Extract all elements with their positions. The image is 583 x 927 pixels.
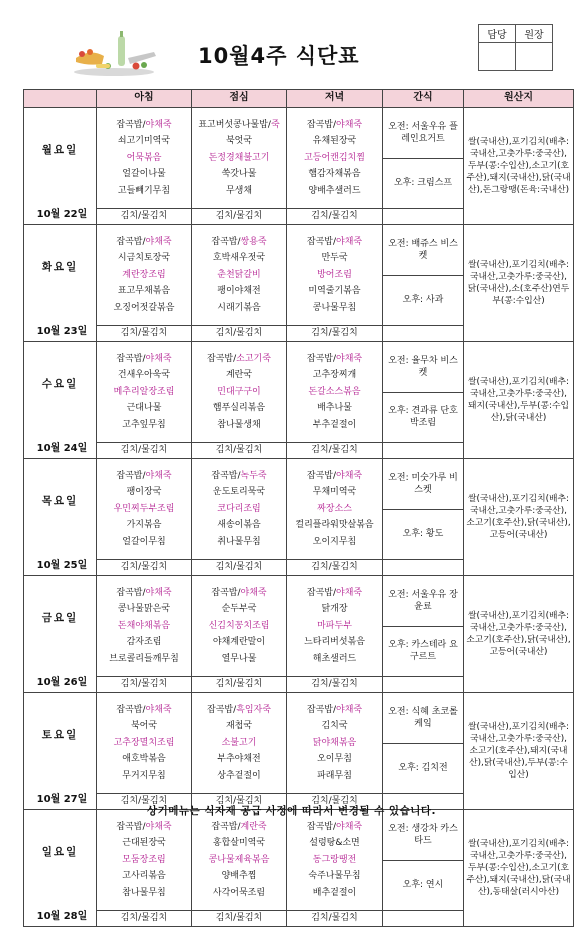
dinner-cell [287, 225, 383, 326]
porridge-text: 야채죽 [336, 119, 363, 130]
porridge-text: 야채죽 [336, 704, 363, 715]
afternoon-snack: 오후: 카스테라 요구르트 [388, 640, 458, 663]
morning-snack: 오전: 서울우유 플레인요거트 [388, 121, 458, 144]
menu-item: 컬리플라워맛살볶음 [295, 520, 374, 531]
porridge-text: 야채죽 [145, 821, 172, 832]
rice-porridge-item [287, 468, 382, 485]
porridge-text: 야채죽 [336, 236, 363, 247]
dinner-cell [287, 459, 383, 560]
rice-text: 잡곡밥/ [116, 236, 146, 247]
day-row [24, 108, 574, 209]
breakfast-cell [97, 576, 192, 677]
porridge-text: 야채죽 [145, 587, 172, 598]
main-dish-item: 민대구구이 [217, 386, 261, 397]
menu-item: 만두국 [321, 253, 348, 264]
porridge-text: 흑임자죽 [236, 704, 271, 715]
main-dish-item: 계란장조림 [122, 269, 166, 280]
kimchi-item: 김치/물김치 [192, 209, 287, 225]
origin-cell: 쌀(국내산),포기김치(배추:국내산,고춧가루:중국산),두부(콩:수입산),소고기(호주산),돼지(국내산),닭(국내산),돈그랑땡(돈육:국내산) [464, 108, 574, 225]
snack-cell [383, 693, 464, 794]
menu-item: 호박새우젓국 [212, 253, 266, 264]
kimchi-item: 김치/물김치 [192, 794, 287, 810]
rice-porridge-item [192, 468, 286, 485]
rice-text: 잡곡밥/ [116, 587, 146, 598]
main-dish-item: 마파두부 [317, 620, 352, 631]
morning-snack: 오전: 식혜 초코롤케잌 [388, 706, 458, 729]
menu-item: 상추겉절이 [217, 770, 261, 781]
day-name: 일요일 [41, 846, 79, 858]
lunch-cell [192, 225, 287, 326]
menu-item: 느타리버섯볶음 [304, 637, 365, 648]
main-dish-item: 모둠장조림 [122, 854, 166, 865]
porridge-text: 야채죽 [145, 470, 172, 481]
rice-text: 잡곡밥/ [211, 470, 241, 481]
dinner-header: 저녁 [287, 90, 383, 108]
rice-text: 잡곡밥/ [116, 119, 146, 130]
main-dish-item: 메추리알장조림 [113, 386, 175, 397]
day-name: 화요일 [41, 261, 79, 273]
morning-snack: 오전: 배쥬스 비스켓 [388, 238, 458, 261]
main-dish-item: 춘천닭갈비 [217, 269, 261, 280]
origin-cell: 쌀(국내산),포기김치(배추:국내산,고춧가루:중국산),소고기(호주산),닭(국내산),고등어(국내산) [464, 576, 574, 693]
rice-porridge-item [287, 702, 382, 719]
dinner-cell [287, 693, 383, 794]
rice-text: 잡곡밥/ [116, 470, 146, 481]
morning-snack: 오전: 생강차 카스타드 [388, 823, 458, 846]
snack-blank-cell [383, 326, 464, 342]
rice-text: 잡곡밥/ [306, 587, 337, 598]
kimchi-item: 김치/물김치 [97, 794, 192, 810]
rice-porridge-item [97, 234, 191, 251]
menu-table [23, 89, 574, 927]
day-date: 10월 23일 [36, 325, 88, 337]
rice-porridge-item [97, 819, 191, 836]
menu-item: 새송이볶음 [217, 520, 261, 531]
day-cell [24, 693, 97, 810]
kimchi-item: 김치/물김치 [97, 560, 192, 576]
day-row [24, 342, 574, 443]
menu-item: 무생채 [225, 185, 253, 196]
lunch-cell [192, 810, 287, 911]
snack-cell [383, 459, 464, 560]
menu-item: 닭개장 [321, 604, 348, 615]
menu-item: 배추겉절이 [312, 887, 357, 898]
day-row [24, 810, 574, 911]
breakfast-cell [97, 342, 192, 443]
porridge-text: 야채죽 [145, 236, 172, 247]
rice-text: 잡곡밥/ [306, 236, 337, 247]
porridge-text: 쌍용죽 [240, 236, 267, 247]
lunch-header: 점심 [192, 90, 287, 108]
origin-cell: 쌀(국내산),포기김치(배추:국내산,고춧가루:중국산),소고기(호주산),닭(국내산),고등어(국내산) [464, 459, 574, 576]
snack-cell [383, 342, 464, 443]
main-dish-item: 짜장소스 [317, 503, 352, 514]
kimchi-item: 김치/물김치 [192, 911, 287, 927]
day-cell [24, 342, 97, 459]
dinner-cell [287, 576, 383, 677]
porridge-text: 야채죽 [145, 119, 172, 130]
menu-item: 재첩국 [225, 721, 253, 732]
dinner-cell [287, 810, 383, 911]
afternoon-snack: 오후: 견과류 단호박조림 [388, 406, 458, 429]
kimchi-item: 김치/물김치 [287, 443, 383, 459]
rice-text: 잡곡밥/ [207, 704, 237, 715]
menu-item: 취나물무침 [217, 536, 261, 547]
menu-item: 가지볶음 [126, 520, 162, 531]
origin-cell: 쌀(국내산),포기김치(배추:국내산,고춧가루:중국산),돼지(국내산),두부(콩:수입산),닭(국내산) [464, 342, 574, 459]
snack-cell [383, 225, 464, 326]
rice-text: 잡곡밥/ [211, 821, 241, 832]
morning-snack: 오전: 율무차 비스켓 [388, 355, 458, 378]
breakfast-cell [97, 108, 192, 209]
afternoon-snack: 오후: 연시 [402, 880, 444, 891]
main-dish-item: 콩나물제육볶음 [208, 854, 270, 865]
afternoon-snack: 오후: 사과 [402, 295, 444, 306]
main-dish-item: 고등어캔김치찜 [304, 152, 365, 163]
rice-porridge-item [192, 585, 286, 602]
kimchi-item: 김치/물김치 [192, 677, 287, 693]
kimchi-item: 김치/물김치 [97, 326, 192, 342]
breakfast-cell [97, 225, 192, 326]
breakfast-cell [97, 810, 192, 911]
menu-item: 고추잎무침 [122, 419, 166, 430]
menu-item: 건새우아욱국 [117, 370, 171, 381]
rice-porridge-item [97, 585, 191, 602]
kimchi-item: 김치/물김치 [97, 677, 192, 693]
menu-item: 쑥갓나물 [221, 169, 257, 180]
menu-item: 숙주나물무침 [308, 871, 361, 882]
kimchi-item: 김치/물김치 [287, 209, 383, 225]
snack-cell [383, 108, 464, 209]
kimchi-item: 김치/물김치 [287, 911, 383, 927]
menu-item: 유채된장국 [312, 136, 357, 147]
day-name: 토요일 [41, 729, 79, 741]
breakfast-header: 아침 [97, 90, 192, 108]
day-name: 월요일 [41, 144, 79, 156]
kimchi-item: 김치/물김치 [287, 560, 383, 576]
porridge-text: 야채죽 [336, 353, 363, 364]
menu-item: 김치국 [321, 721, 348, 732]
menu-item: 무채미역국 [312, 487, 357, 498]
kimchi-item: 김치/물김치 [287, 794, 383, 810]
menu-item: 쇠고기미역국 [117, 136, 171, 147]
snack-header: 간식 [383, 90, 464, 108]
menu-item: 브로콜리들깨무침 [109, 653, 179, 664]
menu-item: 사각어묵조림 [212, 887, 266, 898]
snack-blank-cell [383, 209, 464, 225]
approval-label-director: 원장 [516, 25, 553, 43]
dinner-cell [287, 108, 383, 209]
morning-snack: 오전: 미숫가루 비스켓 [388, 472, 458, 495]
menu-item: 고들빼기무침 [117, 185, 171, 196]
day-name: 수요일 [41, 378, 79, 390]
snack-cell [383, 810, 464, 911]
rice-porridge-item [97, 468, 191, 485]
menu-item: 참나물무침 [122, 887, 166, 898]
menu-item: 부추야채전 [217, 754, 261, 765]
approval-box [478, 24, 553, 71]
menu-item: 무거지무침 [122, 770, 166, 781]
menu-item: 고사리볶음 [122, 871, 166, 882]
lunch-cell [192, 108, 287, 209]
rice-text: 잡곡밥/ [306, 353, 337, 364]
origin-header: 원산지 [464, 90, 574, 108]
rice-porridge-item [97, 351, 191, 368]
menu-item: 시래기볶음 [217, 302, 261, 313]
rice-text: 잡곡밥/ [207, 353, 237, 364]
porridge-text: 야채죽 [145, 353, 172, 364]
rice-porridge-item [287, 234, 382, 251]
rice-text: 잡곡밥/ [306, 821, 337, 832]
breakfast-cell [97, 693, 192, 794]
rice-text: 잡곡밥/ [211, 587, 241, 598]
main-dish-item: 소불고기 [221, 737, 257, 748]
menu-item: 콩나물맑은국 [117, 604, 171, 615]
rice-porridge-item [97, 702, 191, 719]
menu-item: 해초샐러드 [312, 653, 357, 664]
menu-item: 감자조림 [126, 637, 162, 648]
morning-snack: 오전: 서울우유 장윤료 [388, 589, 458, 612]
breakfast-cell [97, 459, 192, 560]
cooking-vegetables-illustration [68, 28, 160, 78]
menu-item: 햄감자채볶음 [308, 169, 361, 180]
rice-porridge-item [192, 702, 286, 719]
day-row [24, 459, 574, 560]
rice-text: 잡곡밥/ [116, 704, 146, 715]
menu-item: 햄푸실리볶음 [212, 403, 266, 414]
approval-sign-director [516, 43, 553, 71]
menu-item: 콩나물무침 [312, 302, 357, 313]
menu-item: 야채계란말이 [212, 637, 266, 648]
lunch-cell [192, 459, 287, 560]
main-dish-item: 어묵볶음 [126, 152, 162, 163]
menu-item: 오징어젓갈볶음 [113, 302, 175, 313]
menu-item: 설렁탕&소면 [309, 838, 360, 849]
menu-item: 운도토리묵국 [212, 487, 266, 498]
menu-item: 얼갈이무침 [122, 536, 166, 547]
lunch-cell [192, 342, 287, 443]
day-cell [24, 459, 97, 576]
origin-cell: 쌀(국내산),포기김치(배추:국내산,고춧가루:중국산),소고기(호주산),돼지(국내산),닭(국내산),두부(콩:수입산) [464, 693, 574, 810]
rice-porridge-item [192, 819, 286, 836]
menu-item: 표고무채볶음 [117, 286, 171, 297]
porridge-text: 야채죽 [240, 587, 267, 598]
header [0, 0, 583, 88]
day-cell [24, 225, 97, 342]
day-row [24, 693, 574, 794]
rice-text: 잡곡밥/ [211, 236, 241, 247]
page-title: 10월4주 식단표 [198, 44, 360, 68]
rice-text: 잡곡밥/ [116, 353, 146, 364]
rice-porridge-item [287, 819, 382, 836]
menu-item: 파래무침 [317, 770, 352, 781]
afternoon-snack: 오후: 크림스프 [393, 178, 453, 189]
main-dish-item: 고추장멸치조림 [113, 737, 175, 748]
day-date: 10월 28일 [36, 910, 88, 922]
menu-item: 오이지무침 [312, 536, 357, 547]
porridge-text: 야채죽 [336, 821, 363, 832]
day-name: 목요일 [41, 495, 79, 507]
origin-cell: 쌀(국내산),포기김치(배추:국내산,고춧가루:중국산),두부(콩:수입산),소고기(호주산),돼지(국내산),닭(국내산),동태살(러시아산) [464, 810, 574, 927]
main-dish-item: 닭야채볶음 [312, 737, 357, 748]
menu-item: 홍합살미역국 [212, 838, 266, 849]
day-name: 금요일 [41, 612, 79, 624]
menu-item: 고추장찌개 [312, 370, 357, 381]
menu-item: 시금치토장국 [117, 253, 171, 264]
menu-item: 참나물생채 [217, 419, 261, 430]
day-date: 10월 25일 [36, 559, 88, 571]
kimchi-item: 김치/물김치 [192, 443, 287, 459]
kimchi-item: 김치/물김치 [192, 326, 287, 342]
main-dish-item: 신김치꽁치조림 [208, 620, 270, 631]
porridge-text: 소고기죽 [236, 353, 271, 364]
snack-blank-cell [383, 911, 464, 927]
rice-porridge-item [192, 234, 286, 251]
day-cell [24, 810, 97, 927]
rice-text: 표고버섯콩나물밥/ [198, 119, 271, 130]
menu-item: 북엇국 [225, 136, 253, 147]
snack-blank-cell [383, 560, 464, 576]
header-row [24, 90, 574, 108]
menu-item: 근대된장국 [122, 838, 166, 849]
approval-label-staff: 담당 [479, 25, 516, 43]
day-row [24, 576, 574, 677]
rice-porridge-item [192, 351, 286, 368]
kimchi-item: 김치/물김치 [97, 443, 192, 459]
main-dish-item: 동그랑땡전 [312, 854, 357, 865]
day-date: 10월 26일 [36, 676, 88, 688]
porridge-text: 죽 [270, 119, 280, 130]
menu-item: 오이무침 [317, 754, 352, 765]
menu-item: 열무나물 [221, 653, 257, 664]
lunch-cell [192, 693, 287, 794]
menu-item: 팽이야채전 [217, 286, 261, 297]
rice-porridge-item [287, 117, 382, 134]
menu-item: 애호박볶음 [122, 754, 166, 765]
main-dish-item: 방어조림 [317, 269, 352, 280]
menu-item: 양배추샐러드 [308, 185, 361, 196]
porridge-text: 계란죽 [240, 821, 267, 832]
main-dish-item: 돈갈소스볶음 [308, 386, 361, 397]
menu-item: 얼갈이나물 [122, 169, 166, 180]
porridge-text: 야채죽 [336, 470, 363, 481]
main-dish-item: 돈정경채불고기 [208, 152, 270, 163]
rice-porridge-item [192, 117, 286, 134]
day-row [24, 225, 574, 326]
day-cell [24, 576, 97, 693]
kimchi-item: 김치/물김치 [287, 677, 383, 693]
menu-item: 배추나물 [317, 403, 352, 414]
day-date: 10월 22일 [36, 208, 88, 220]
menu-item: 양배추찜 [221, 871, 257, 882]
porridge-text: 야채죽 [145, 704, 172, 715]
day-date: 10월 24일 [36, 442, 88, 454]
snack-blank-cell [383, 443, 464, 459]
kimchi-item: 김치/물김치 [97, 911, 192, 927]
main-dish-item: 코다리조림 [217, 503, 261, 514]
afternoon-snack: 오후: 황도 [402, 529, 444, 540]
afternoon-snack: 오후: 김치전 [398, 763, 448, 774]
menu-item: 미역줄기볶음 [308, 286, 361, 297]
menu-item: 순두부국 [221, 604, 257, 615]
rice-text: 잡곡밥/ [306, 470, 337, 481]
rice-text: 잡곡밥/ [306, 704, 337, 715]
origin-cell: 쌀(국내산),포기김치(배추:국내산,고춧가루:중국산),닭(국내산),소(호주산)연두부(콩:수입산) [464, 225, 574, 342]
main-dish-item: 우민찌두부조림 [113, 503, 175, 514]
snack-blank-cell [383, 677, 464, 693]
kimchi-item: 김치/물김치 [97, 209, 192, 225]
lunch-cell [192, 576, 287, 677]
porridge-text: 야채죽 [336, 587, 363, 598]
menu-item: 팽이장국 [126, 487, 162, 498]
corner-header [24, 90, 97, 108]
kimchi-item: 김치/물김치 [192, 560, 287, 576]
rice-text: 잡곡밥/ [306, 119, 337, 130]
menu-item: 부추겉절이 [312, 419, 357, 430]
day-cell [24, 108, 97, 225]
menu-item: 근대나물 [126, 403, 162, 414]
menu-item: 북어국 [130, 721, 158, 732]
rice-porridge-item [287, 585, 382, 602]
notice-footer: 상기메뉴는 식자재 공급 사정에 따라서 변경될 수 있습니다. [146, 805, 436, 817]
approval-sign-staff [479, 43, 516, 71]
main-dish-item: 돈채야채볶음 [117, 620, 171, 631]
kimchi-item: 김치/물김치 [287, 326, 383, 342]
rice-porridge-item [287, 351, 382, 368]
porridge-text: 녹두죽 [240, 470, 267, 481]
snack-cell [383, 576, 464, 677]
rice-porridge-item [97, 117, 191, 134]
rice-text: 잡곡밥/ [116, 821, 146, 832]
menu-item: 계란국 [225, 370, 253, 381]
dinner-cell [287, 342, 383, 443]
day-date: 10월 27일 [36, 793, 88, 805]
